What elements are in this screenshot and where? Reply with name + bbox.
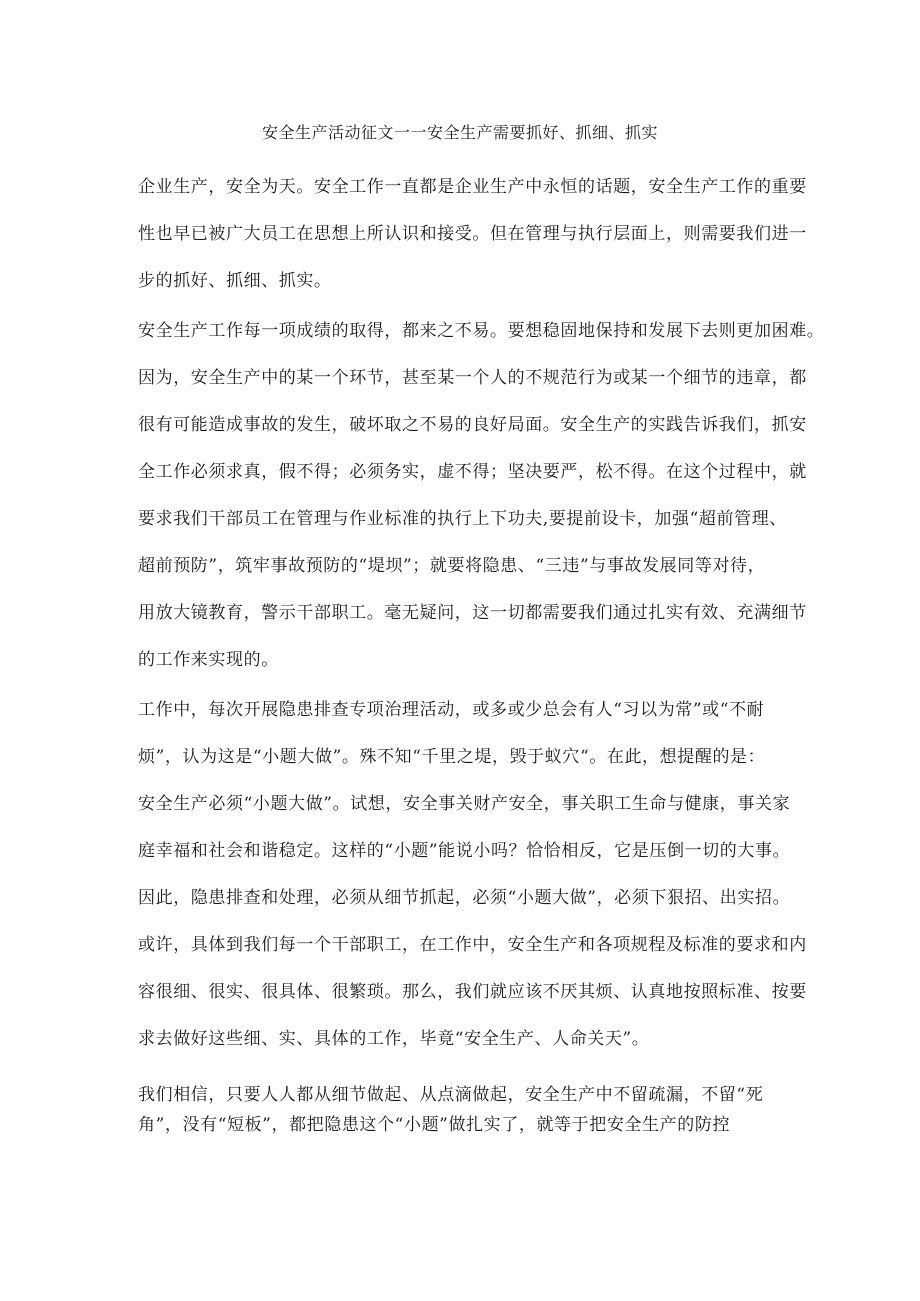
document-title: 安全生产活动征文一一安全生产需要抓好、抓细、抓实 (261, 123, 658, 142)
text-line-16: 因此，隐患排查和处理，必须从细节抓起，必须“小题大做”，必须下狠招、出实招。 (138, 888, 791, 908)
text-line-8: 要求我们干部员工在管理与作业标准的执行上下功夫,要提前设卡，加强“超前管理、 (138, 509, 787, 529)
text-line-20: 我们相信，只要人人都从细节做起、从点滴做起，安全生产中不留疏漏，不留“死 (138, 1085, 764, 1105)
text-line-14: 安全生产必须“小题大做”。试想，安全事关财产安全，事关职工生命与健康，事关家 (138, 794, 791, 814)
text-line-3: 步的抓好、抓细、抓实。 (138, 271, 332, 291)
text-line-6: 很有可能造成事故的发生，破坏取之不易的良好局面。安全生产的实践告诉我们，抓安 (138, 415, 807, 435)
text-line-15: 庭幸福和社会和谐稳定。这样的“小题”能说小吗？恰恰相反，它是压倒一切的大事。 (138, 841, 791, 861)
text-line-18: 容很细、很实、很具体、很繁琐。那么，我们就应该不厌其烦、认真地按照标准、按要 (138, 982, 807, 1002)
text-line-5: 因为，安全生产中的某一个环节，甚至某一个人的不规范行为或某一个细节的违章，都 (138, 368, 807, 388)
text-line-9: 超前预防”，筑牢事故预防的“堤坝”；就要将隐患、“三违”与事故发展同等对待， (138, 556, 766, 576)
text-line-2: 性也早已被广大员工在思想上所认识和接受。但在管理与执行层面上，则需要我们进一 (138, 224, 807, 244)
text-line-12: 工作中，每次开展隐患排查专项治理活动，或多或少总会有人“习以为常”或“不耐 (138, 700, 765, 720)
text-line-17: 或许，具体到我们每一个干部职工，在工作中，安全生产和各项规程及标准的要求和内 (138, 935, 807, 955)
text-line-1: 企业生产，安全为天。安全工作一直都是企业生产中永恒的话题，安全生产工作的重要 (138, 177, 807, 197)
text-line-4: 安全生产工作每一项成绩的取得，都来之不易。要想稳固地保持和发展下去则更加困难。 (138, 321, 825, 341)
text-line-7: 全工作必须求真，假不得；必须务实，虚不得；坚决要严，松不得。在这个过程中，就 (138, 462, 807, 482)
text-line-11: 的工作来实现的。 (138, 650, 279, 670)
text-line-21: 角”，没有“短板”，都把隐患这个“小题”做扎实了，就等于把安全生产的防控 (138, 1115, 731, 1135)
text-line-10: 用放大镜教育，警示干部职工。毫无疑问，这一切都需要我们通过扎实有效、充满细节 (138, 603, 807, 623)
text-line-13: 烦”，认为这是“小题大做”。殊不知“千里之堤，毁于蚁穴“。在此，想提醒的是： (138, 747, 766, 767)
text-line-19: 求去做好这些细、实、具体的工作，毕竟“安全生产、人命关天”。 (138, 1029, 650, 1049)
